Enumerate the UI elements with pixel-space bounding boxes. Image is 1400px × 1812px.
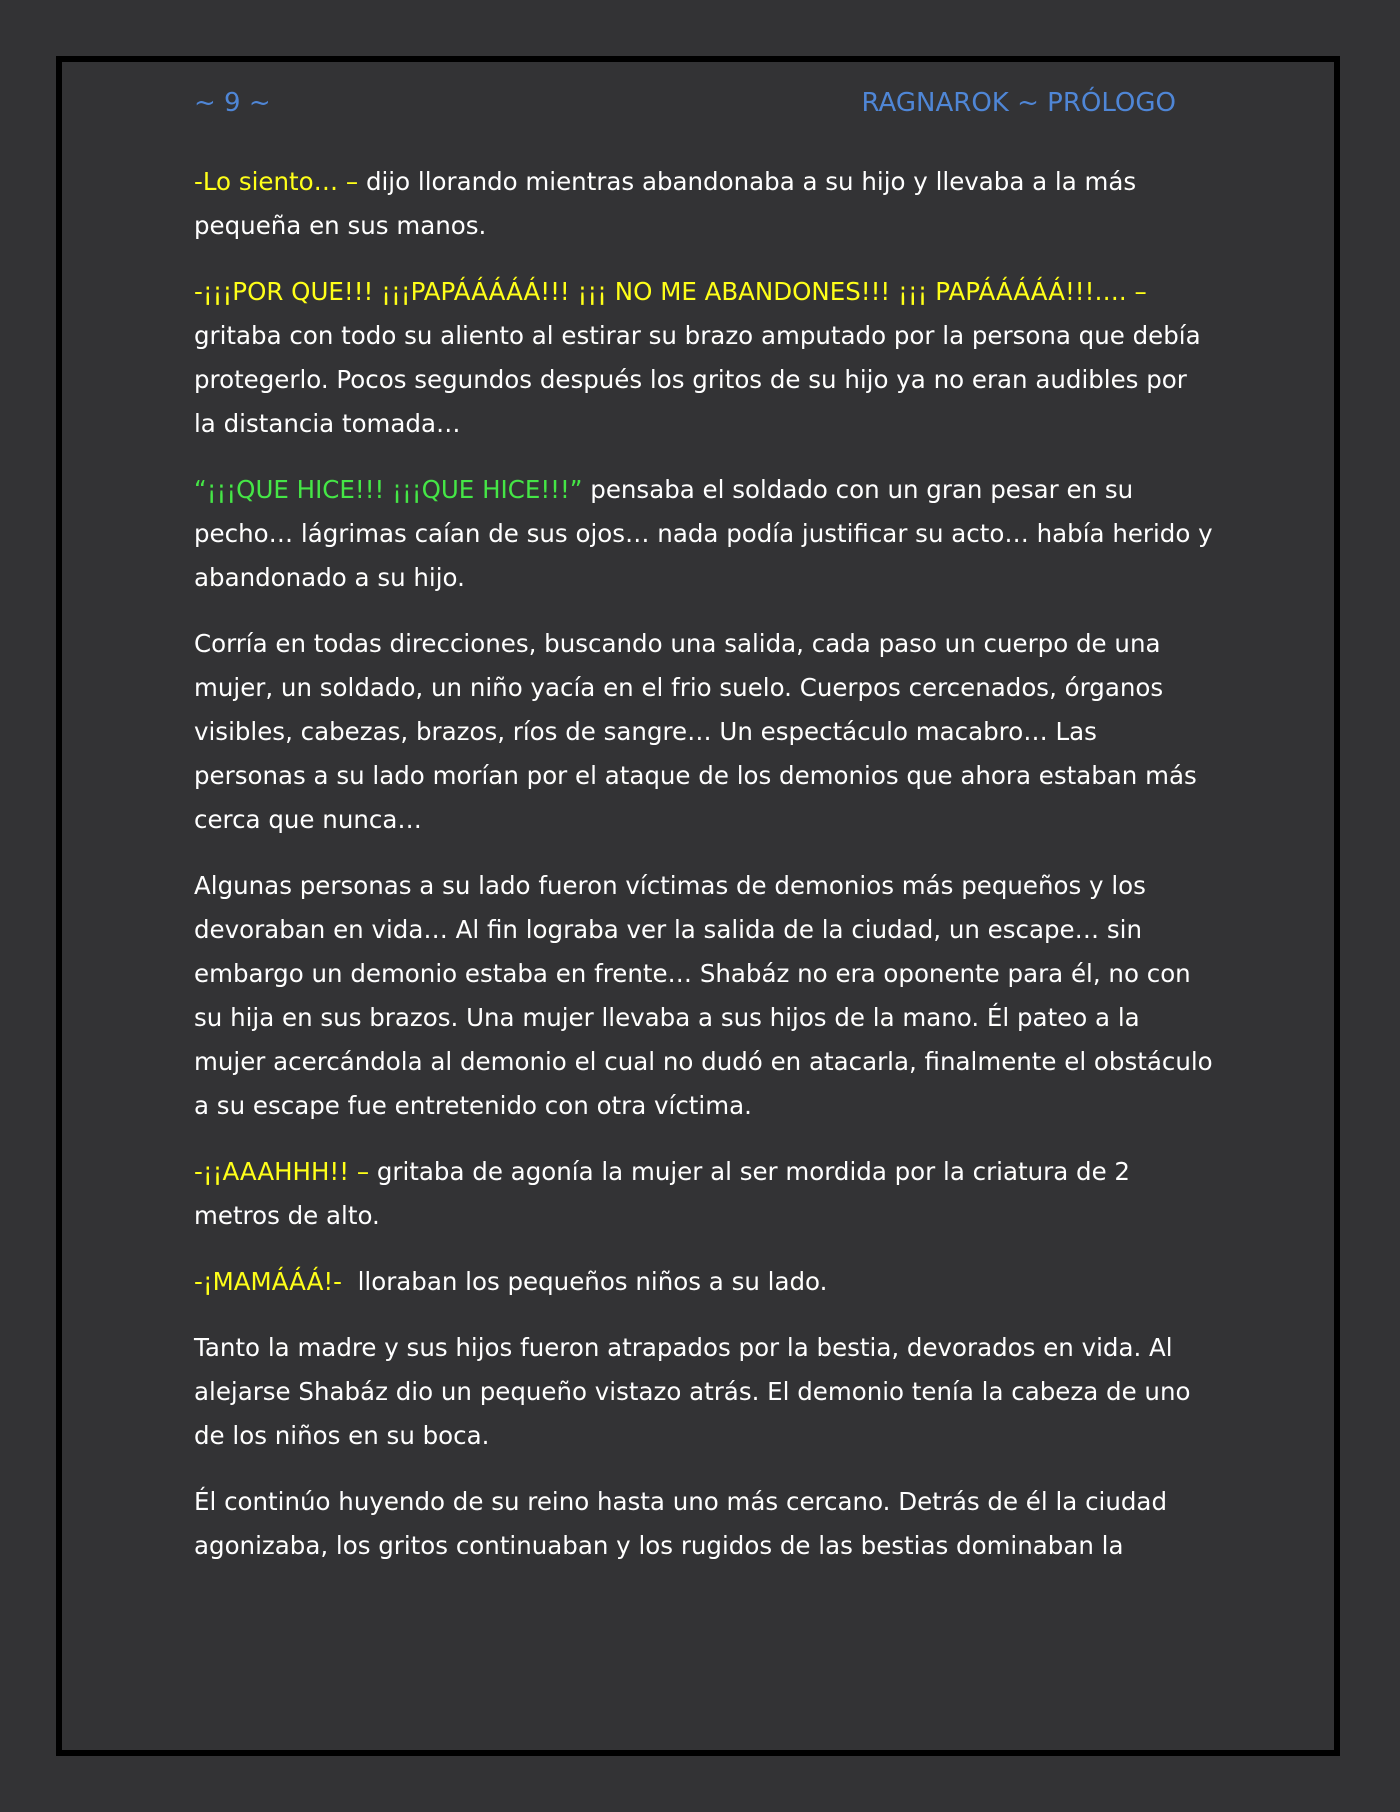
paragraph-text: Corría en todas direcciones, buscando una salida, cada paso un cuerpo de una mujer, un soldado, un niño yacía en el frio suelo. Cuerpos cercenados, órganos visibles, cabezas, brazos, ríos de sangre… Un espectáculo macabro… Las personas a su lado morían por el ataque de los demonios que ahora estaban más cerca que nunca…	[194, 629, 1197, 834]
paragraph-text: Algunas personas a su lado fueron víctimas de demonios más pequeños y los devoraban en vida… Al fin lograba ver la salida de la ciudad, un escape… sin embargo un demonio estaba en frente… Shabáz no era oponente para él, no con su hija en sus brazos. Una mujer llevaba a sus hijos de la mano. Él pateo a la mujer acercándola al demonio el cual no dudó en atacarla, finalmente el obstáculo a su escape fue entretenido con otra víctima.	[194, 871, 1213, 1120]
paragraph	[194, 160, 1214, 248]
dialogue-highlight: -Lo siento… –	[194, 167, 359, 196]
thought-highlight: “¡¡¡QUE HICE!!! ¡¡¡QUE HICE!!!”	[194, 475, 583, 504]
page-number: ~ 9 ~	[194, 88, 271, 118]
page-header	[194, 83, 1176, 123]
dialogue-highlight: -¡MAMÁÁÁ!-	[194, 1267, 343, 1296]
paragraph	[194, 1150, 1214, 1238]
paragraph-text: gritaba de agonía la mujer al ser mordida por la criatura de 2 metros de alto.	[194, 1157, 1131, 1230]
paragraph-text: gritaba con todo su aliento al estirar su brazo amputado por la persona que debía protegerlo. Pocos segundos después los gritos de su hijo ya no eran audibles por la distancia tomada…	[194, 321, 1201, 438]
paragraph	[194, 1480, 1214, 1568]
paragraph	[194, 468, 1214, 600]
chapter-title: RAGNAROK ~ PRÓLOGO	[861, 88, 1176, 118]
paragraph	[194, 864, 1214, 1128]
paragraph-text: dijo llorando mientras abandonaba a su hijo y llevaba a la más pequeña en sus manos.	[194, 167, 1137, 240]
paragraph	[194, 1260, 1214, 1304]
paragraph	[194, 1326, 1214, 1458]
paragraph	[194, 270, 1214, 446]
paragraph-text: lloraban los pequeños niños a su lado.	[342, 1267, 828, 1296]
dialogue-highlight: -¡¡AAAHHH!! –	[194, 1157, 370, 1186]
paragraph-text: Tanto la madre y sus hijos fueron atrapados por la bestia, devorados en vida. Al alejarse Shabáz dio un pequeño vistazo atrás. El demonio tenía la cabeza de uno de los niños en su boca.	[194, 1333, 1191, 1450]
paragraph-text: pensaba el soldado con un gran pesar en su pecho… lágrimas caían de sus ojos… nada podía justificar su acto… había herido y abandonado a su hijo.	[194, 475, 1213, 592]
dialogue-highlight: -¡¡¡POR QUE!!! ¡¡¡PAPÁÁÁÁÁ!!! ¡¡¡ NO ME ABANDONES!!! ¡¡¡ PAPÁÁÁÁÁ!!!…. –	[194, 277, 1147, 306]
page-body	[194, 160, 1214, 1590]
paragraph	[194, 622, 1214, 842]
paragraph-text: Él continúo huyendo de su reino hasta uno más cercano. Detrás de él la ciudad agonizaba, los gritos continuaban y los rugidos de las bestias dominaban la	[194, 1487, 1168, 1560]
